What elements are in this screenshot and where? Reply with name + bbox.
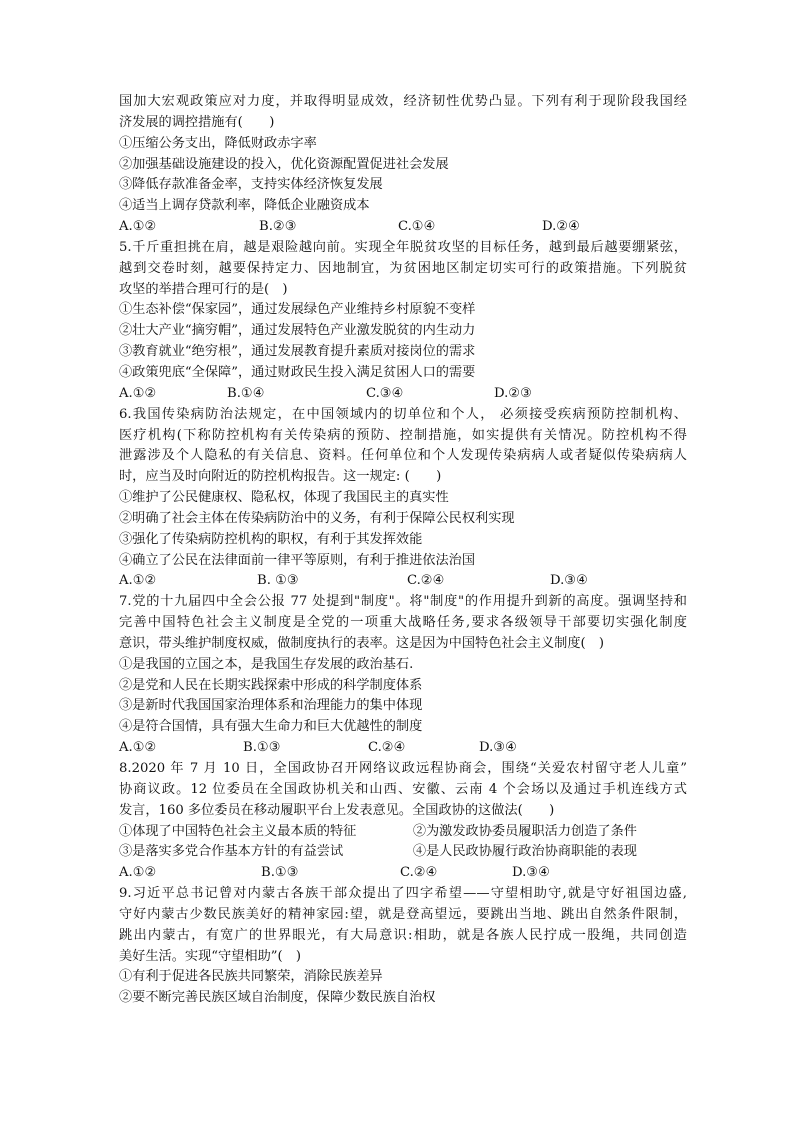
answer-option-a: A.①② xyxy=(119,385,157,401)
statement-item: ①维护了公民健康权、隐私权，体现了我国民主的真实性 xyxy=(119,490,449,506)
question-stem-line: 医疗机构(下称防控机构有关传染病的预防、控制措施，如实提供有关情况。防控机构不得 xyxy=(119,427,687,443)
statement-item: ②加强基础设施建设的投入，优化资源配置促进社会发展 xyxy=(119,156,449,172)
question-7 xyxy=(119,592,687,759)
statement-item: ②明确了社会主体在传染病防治中的义务，有利于保障公民权利实现 xyxy=(119,510,515,526)
question-stem-line: 8.2020 年 7 月 10 日，全国政协召开网络议政远程协商会，围绕“关爱农村留守老人儿童” xyxy=(119,761,687,776)
question-stem-line: 跳出内蒙古，有宽广的世界眼光，有大局意识:相助，就是各族人民拧成一股绳，共同创造 xyxy=(119,927,687,943)
answer-option-b: B. ①③ xyxy=(257,573,299,589)
answer-options xyxy=(119,738,687,759)
question-stem-line: 发言，160 多位委员在移动履职平台上发表意见。全国政协的这做法( ) xyxy=(119,802,555,818)
statement-item: ③强化了传染病防控机构的职权，有利于其发挥效能 xyxy=(119,531,423,547)
question-stem-line: 完善中国特色社会主义制度是全党的一项重大战略任务,要求各级领导干部要切实强化制度 xyxy=(119,615,687,631)
statement-item: ①有利于促进各民族共同繁荣，消除民族差异 xyxy=(119,969,383,985)
answer-option-b: B.②③ xyxy=(259,219,297,235)
answer-option-b: B.①④ xyxy=(227,385,265,401)
question-stem-line: 9.习近平总书记曾对内蒙古各族干部众提出了四字希望——守望相助守,就是守好祖国边盛, xyxy=(119,886,687,902)
question-stem-line: 7.党的十九届四中全会公报 77 处提到"制度"。将"制度"的作用提升到新的高度。强调坚持和 xyxy=(119,594,687,610)
answer-option-c: C.②④ xyxy=(407,573,445,589)
statement-item: ④是人民政协履行政治协商职能的表现 xyxy=(412,844,637,860)
statement-item: ①生态补偿“保家园”，通过发展绿色产业维持乡村原貌不变样 xyxy=(119,302,476,318)
question-5 xyxy=(119,238,687,405)
answer-option-c: C.③④ xyxy=(366,385,404,401)
answer-option-a: A.①② xyxy=(119,573,157,589)
answer-option-c: C.①④ xyxy=(398,219,436,235)
answer-option-c: C.②④ xyxy=(400,865,438,881)
answer-option-a: A.①② xyxy=(119,219,157,235)
answer-options xyxy=(119,863,687,884)
question-stem-line: 济发展的调控措施有( ) xyxy=(119,114,275,130)
statement-item: ②是党和人民在长期实践探索中形成的科学制度体系 xyxy=(119,677,423,693)
question-8 xyxy=(119,759,687,884)
statement-item: ④政策兜底“全保障”，通过财政民生投入满足贫困人口的需要 xyxy=(119,364,476,380)
answer-option-d: D.②④ xyxy=(542,219,580,235)
question-4 xyxy=(119,92,687,238)
statement-item: ①是我国的立国之本，是我国生存发展的政治基石. xyxy=(119,656,414,672)
question-stem-line: 国加大宏观政策应对力度，并取得明显成效，经济韧性优势凸显。下列有利于现阶段我国经 xyxy=(119,94,687,109)
answer-option-c: C.②④ xyxy=(368,740,406,756)
answer-option-d: D.②③ xyxy=(494,385,532,401)
question-stem-line: 守好内蒙古少数民族美好的精神家园:望，就是登高望远，要跳出当地、跳出自然条件限制， xyxy=(119,906,687,922)
statement-item: ③是落实多党合作基本方针的有益尝试 xyxy=(119,844,344,860)
statement-item: ②壮大产业“摘穷帽”，通过发展特色产业激发脱贫的内生动力 xyxy=(119,323,476,339)
statement-item: ②要不断完善民族区域自治制度，保障少数民族自治权 xyxy=(119,990,436,1006)
question-stem-line: 协商议政。12 位委员在全国政协机关和山西、安徽、云南 4 个会场以及通过手机连线方式 xyxy=(119,781,687,797)
statement-item: ④是符合国情，具有强大生命力和巨大优越性的制度 xyxy=(119,719,423,735)
question-stem-line: 泄露涉及个人隐私的有关信息、资料。任何单位和个人发现传染病病人或者疑似传染病病人 xyxy=(119,448,687,464)
exam-page xyxy=(119,92,687,1009)
question-6 xyxy=(119,405,687,593)
statement-item: ④适当上调存贷款利率，降低企业融资成本 xyxy=(119,198,370,214)
question-stem-line: 美好生活。实现“守望相助”( ) xyxy=(119,948,302,964)
statement-pair xyxy=(119,842,687,863)
statement-pair xyxy=(119,822,687,843)
question-stem-line: 6.我国传染病防治法规定，在中国领域内的切单位和个人， 必须接受疾病预防控制机构、 xyxy=(119,406,687,422)
statement-item: ①体现了中国特色社会主义最本质的特征 xyxy=(119,823,357,839)
statement-item: ④确立了公民在法律面前一律平等原则，有利于推进依法治国 xyxy=(119,552,476,568)
statement-item: ①压缩公务支出，降低财政赤字率 xyxy=(119,135,317,151)
answer-option-d: D.③④ xyxy=(550,573,588,589)
question-stem-line: 时，应当及时向附近的防控机构报告。这一规定: ( ) xyxy=(119,469,442,485)
question-9 xyxy=(119,884,687,1009)
statement-item: ③是新时代我国国家治理体系和治理能力的集中体现 xyxy=(119,698,423,714)
answer-option-a: A.①② xyxy=(119,865,157,881)
answer-option-a: A.①② xyxy=(119,740,157,756)
question-stem-line: 越到交卷时刻，越要保持定力、因地制宜，为贫困地区制定切实可行的政策措施。下列脱贫 xyxy=(119,260,687,276)
answer-option-b: B.①③ xyxy=(261,865,299,881)
statement-item: ③降低存款准备金率，支持实体经济恢复发展 xyxy=(119,177,383,193)
answer-option-d: D.③④ xyxy=(479,740,517,756)
question-stem-line: 5.千斤重担挑在肩，越是艰险越向前。实现全年脱贫攻坚的目标任务，越到最后越要绷紧弦， xyxy=(119,239,687,255)
answer-option-b: B.①③ xyxy=(243,740,281,756)
answer-options xyxy=(119,571,687,592)
answer-options xyxy=(119,217,687,238)
statement-item: ②为激发政协委员履职活力创造了条件 xyxy=(412,823,637,839)
question-stem-line: 攻坚的举措合理可行的是( ) xyxy=(119,281,288,297)
question-stem-line: 意识，带头维护制度权威，做制度执行的表率。这是因为中国特色社会主义制度( ) xyxy=(119,635,605,651)
answer-option-d: D.③④ xyxy=(512,865,550,881)
answer-options xyxy=(119,384,687,405)
statement-item: ③教育就业“绝穷根”，通过发展教育提升素质对接岗位的需求 xyxy=(119,344,476,360)
